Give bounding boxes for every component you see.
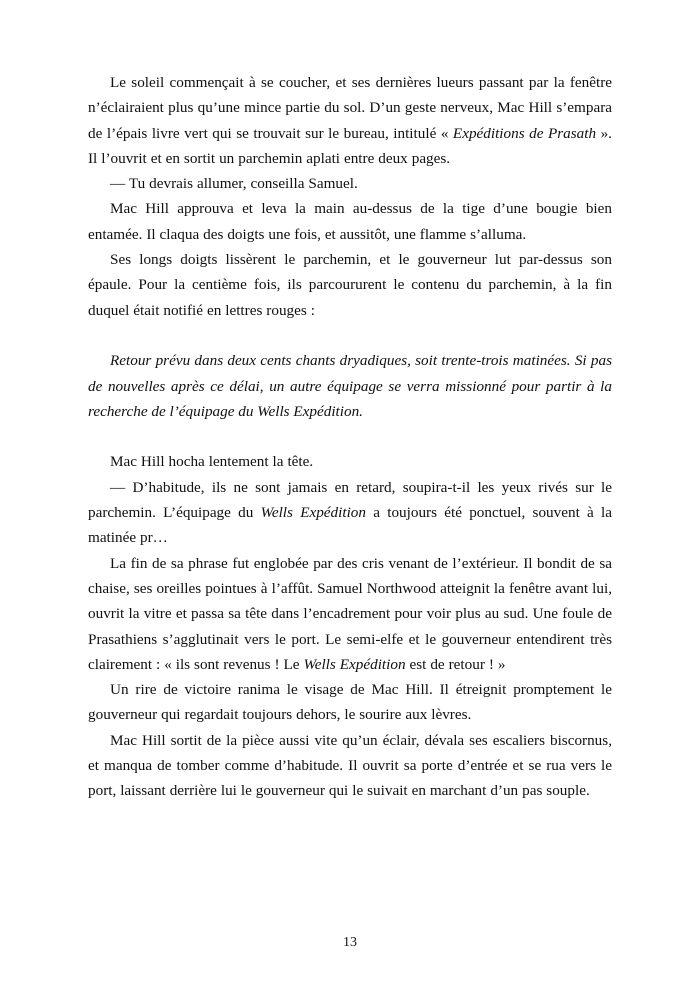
body-paragraph: Ses longs doigts lissèrent le parchemin, et le gouverneur lut par-dessus son épaule. Pour la centième fois, ils parcoururent le contenu du parchemin, à la fin duquel était notifié en lettres rouges : <box>88 251 612 319</box>
page-text-block <box>88 70 612 804</box>
body-paragraph: Mac Hill hocha lentement la tête. <box>110 453 314 471</box>
dialogue-paragraph: — Tu devrais allumer, conseilla Samuel. <box>110 175 358 193</box>
italic-title: Expéditions de Prasath <box>452 124 597 142</box>
body-paragraph: Le soleil commençait à se coucher, et ses dernières lueurs passant par la fenêtre n’éclairaient plus qu’une mince partie du sol. D’un geste nerveux, Mac Hill s’empara de l’épais livre vert qui se trouvait sur le bureau, intitulé « Expéditions de Prasath ». Il l’ouvrit et en sortit un parchemin aplati entre deux pages. <box>88 74 612 167</box>
body-paragraph: La fin de sa phrase fut englobée par des cris venant de l’extérieur. Il bondit de sa chaise, ses oreilles pointues à l’affût. Samuel Northwood atteignit la fenêtre avant lui, ouvrit la vitre et passa sa tête dans l’encadrement pour voir plus au sud. Une foule de Prasathiens s’agglutinait vers le port. Le semi-elfe et le gouverneur entendirent très clairement : « ils sont revenus ! Le Wells Expédition est de retour ! » <box>88 554 612 673</box>
italic-title: Wells Expédition <box>260 504 366 522</box>
dialogue-paragraph: — D’habitude, ils ne sont jamais en retard, soupira-t-il les yeux rivés sur le parchemin. L’équipage du Wells Expédition a toujours été ponctuel, souvent à la matinée pr… <box>88 478 612 547</box>
paragraph-container <box>88 70 612 804</box>
parchment-excerpt-paragraph: Retour prévu dans deux cents chants dryadiques, soit trente-trois matinées. Si pas de nouvelles après ce délai, un autre équipage se verra missionné pour partir à la recherche de l’équipage du Wells Expédition. <box>88 352 612 420</box>
page-number-folio: 13 <box>343 935 357 950</box>
excerpt-spacer-below <box>88 424 612 449</box>
excerpt-spacer-above <box>88 323 612 348</box>
body-paragraph: Un rire de victoire ranima le visage de Mac Hill. Il étreignit promptement le gouverneur qui regardait toujours dehors, le sourire aux lèvres. <box>88 681 612 724</box>
body-paragraph: Mac Hill sortit de la pièce aussi vite qu’un éclair, dévala ses escaliers biscornus, et manqua de tomber comme d’habitude. Il ouvrit sa porte d’entrée et se rua vers le port, laissant derrière lui le gouverneur qui le suivait en marchant d’un pas souple. <box>88 731 612 800</box>
italic-title: Wells Expédition <box>303 655 406 673</box>
body-paragraph: Mac Hill approuva et leva la main au-dessus de la tige d’une bougie bien entamée. Il claqua des doigts une fois, et aussitôt, une flamme s’alluma. <box>88 200 612 243</box>
